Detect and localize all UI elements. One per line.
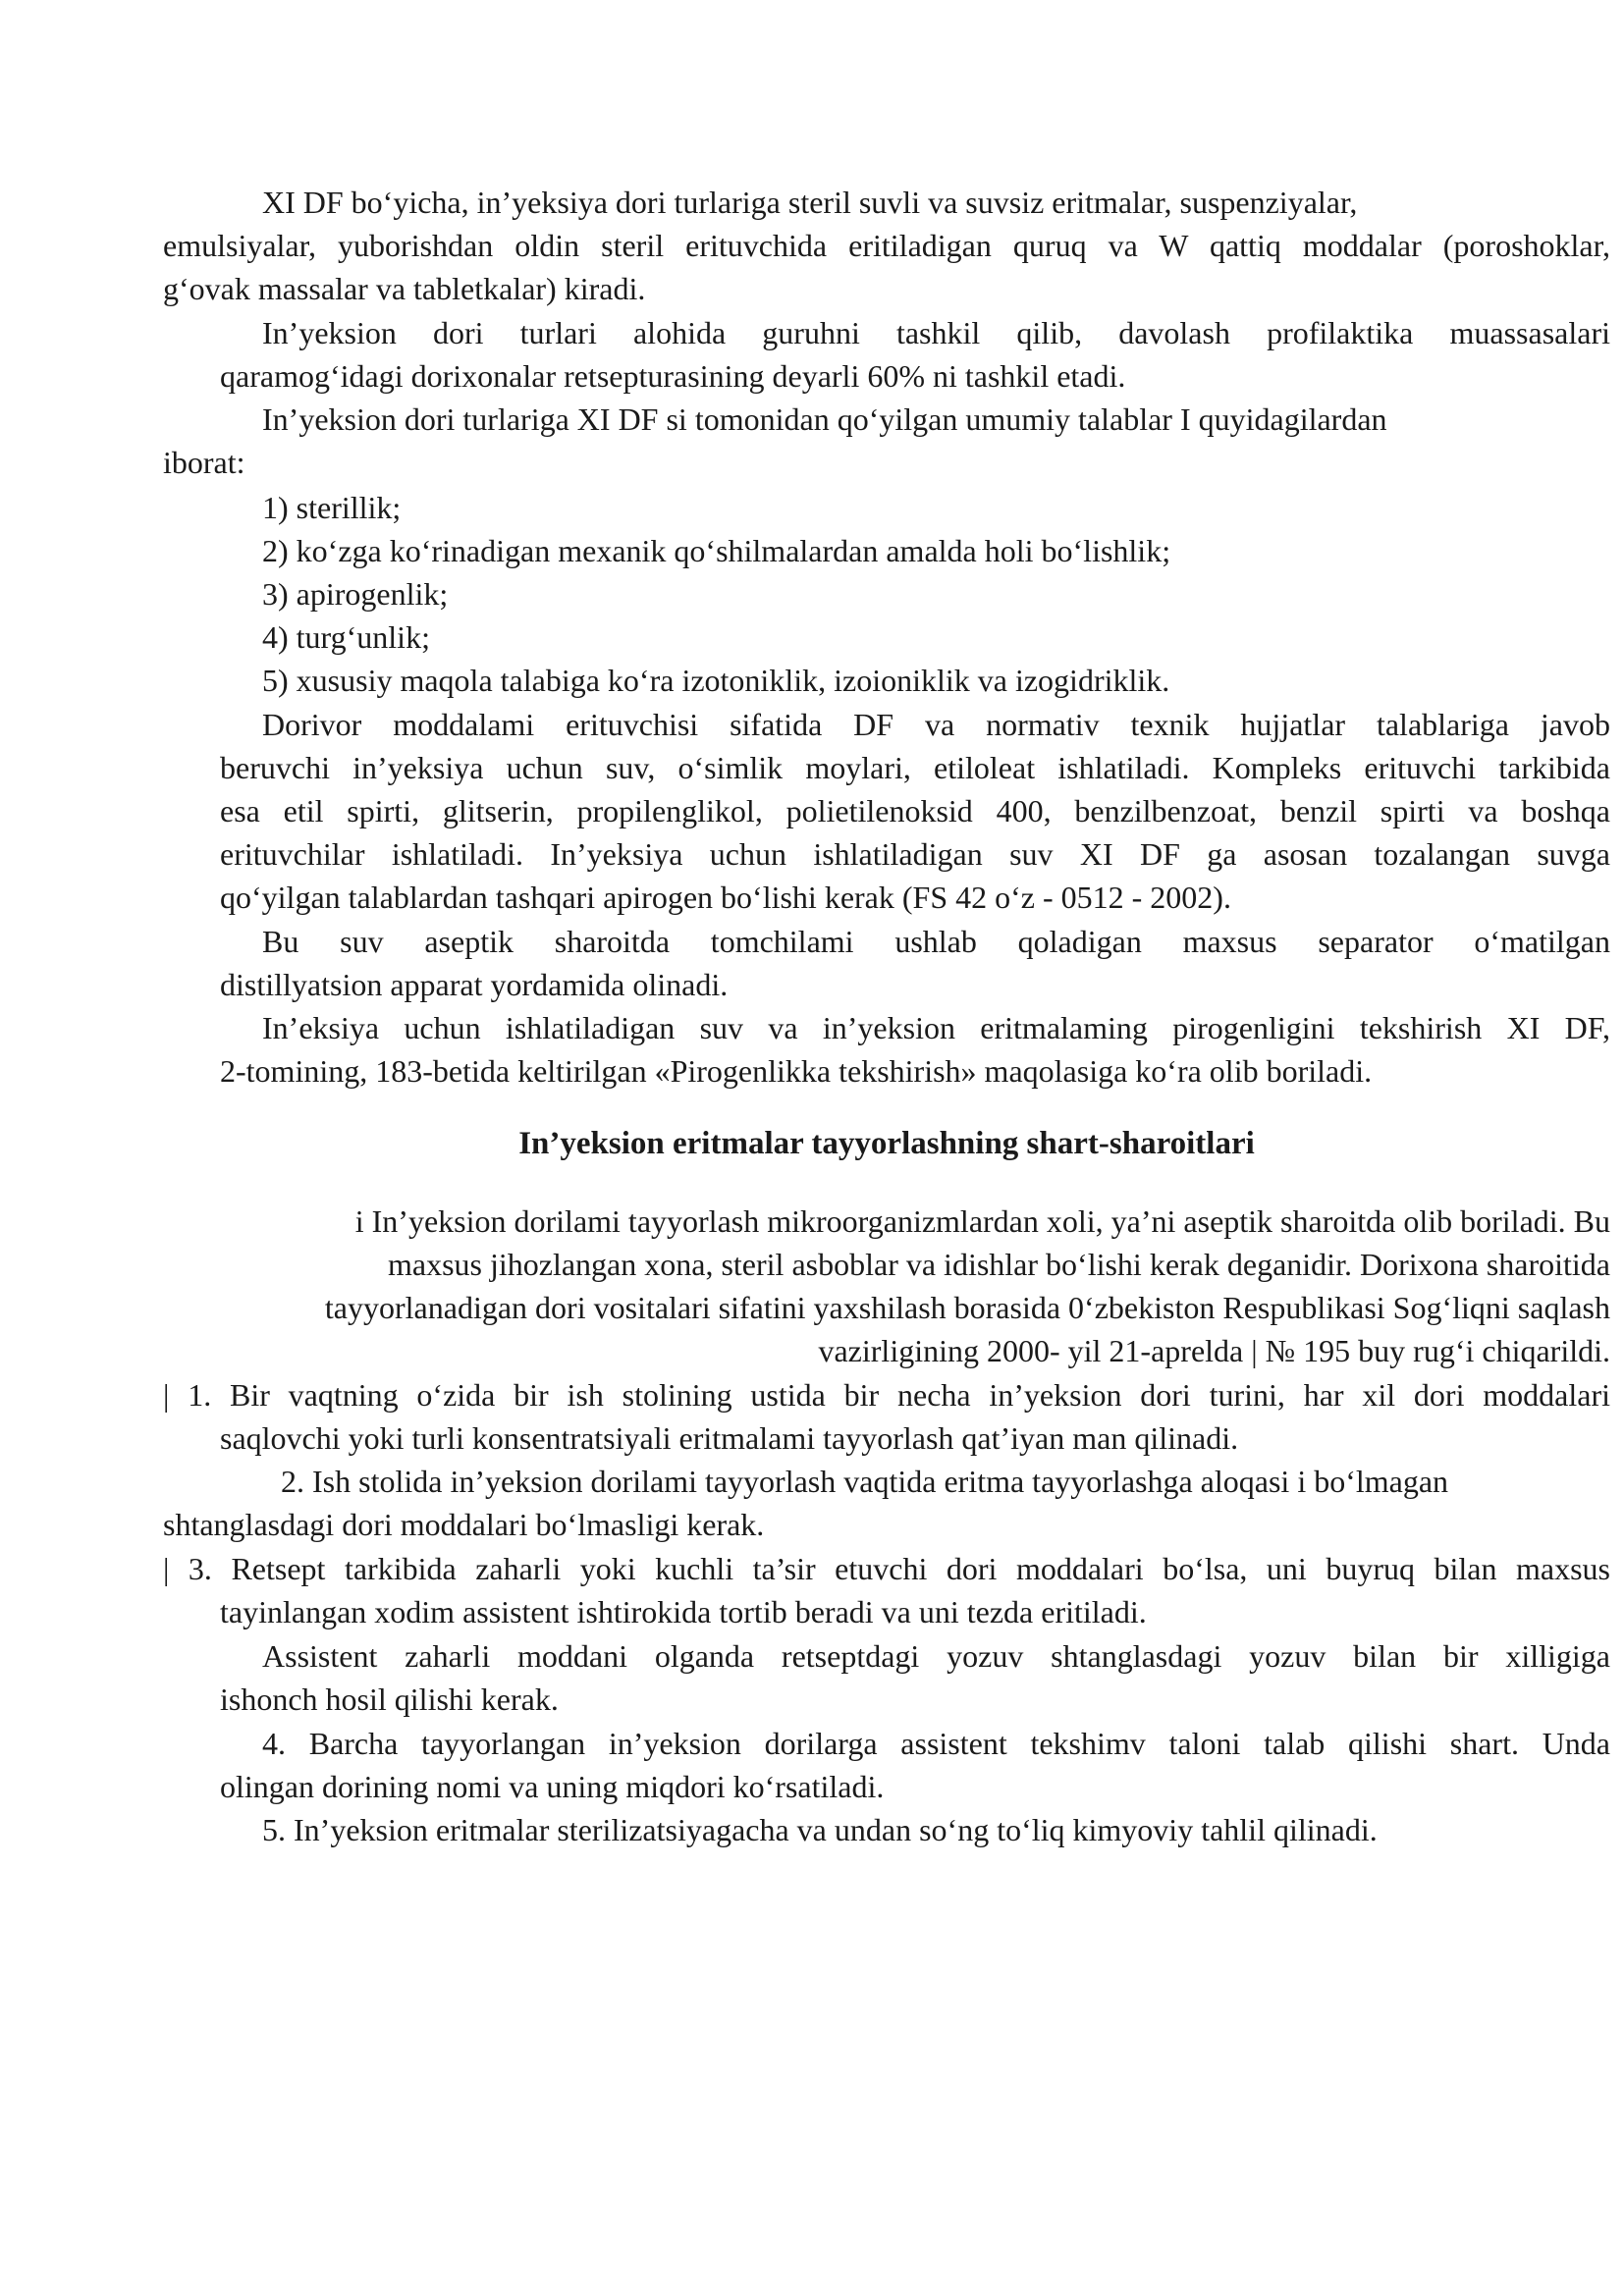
section-heading: In’yeksion eritmalar tayyorlashning shart-sharoitlari bbox=[518, 1126, 1255, 1161]
text-line: saqlovchi yoki turli konsentratsiyali eritmalami tayyorlash qat’iyan man qilinadi. bbox=[220, 1420, 1239, 1456]
list-item: 1) sterillik; bbox=[262, 490, 402, 525]
text-line: | 1. Bir vaqtning o‘zida bir ish stolining ustida bir necha in’yeksion dori turini, har xil dori moddalari bbox=[163, 1377, 1610, 1413]
text-line: 4. Barcha tayyorlangan in’yeksion dorilarga assistent tekshimv taloni talab qilishi shart. Unda bbox=[262, 1726, 1610, 1761]
text-line: i In’yeksion dorilami tayyorlash mikroorganizmlardan xoli, ya’ni aseptik sharoitda olib boriladi. Bu bbox=[354, 1203, 1610, 1239]
text-line: tayinlangan xodim assistent ishtirokida tortib beradi va uni tezda eritiladi. bbox=[220, 1594, 1147, 1629]
text-line: 2. Ish stolida in’yeksion dorilami tayyorlash vaqtida eritma tayyorlashga aloqasi i bo‘lmagan bbox=[281, 1464, 1449, 1499]
text-line: tayyorlanadigan dori vositalari sifatini yaxshilash borasida 0‘zbekiston Respublikasi Sog‘liqni saqlash bbox=[324, 1290, 1610, 1325]
list-item: 3) apirogenlik; bbox=[262, 576, 449, 612]
text-line: iborat: bbox=[163, 445, 245, 480]
text-line: g‘ovak massalar va tabletkalar) kiradi. bbox=[163, 271, 646, 306]
text-line: In’eksiya uchun ishlatiladigan suv va in’yeksion eritmalaming pirogenligini tekshirish XI DF, bbox=[262, 1010, 1610, 1045]
text-line: | 3. Retsept tarkibida zaharli yoki kuchli ta’sir etuvchi dori moddalari bo‘lsa, uni buyruq bilan maxsus bbox=[163, 1551, 1610, 1586]
text-line: qaramog‘idagi dorixonalar retsepturasining deyarli 60% ni tashkil etadi. bbox=[220, 358, 1126, 394]
text-line: qo‘yilgan talablardan tashqari apirogen bo‘lishi kerak (FS 42 o‘z - 0512 - 2002). bbox=[220, 880, 1231, 915]
text-line: Bu suv aseptik sharoitda tomchilami ushlab qoladigan maxsus separator o‘matilgan bbox=[262, 924, 1610, 959]
text-line: distillyatsion apparat yordamida olinadi. bbox=[220, 967, 729, 1002]
list-item: 5) xususiy maqola talabiga ko‘ra izotoniklik, izoioniklik va izogidriklik. bbox=[262, 663, 1170, 698]
text-line: emulsiyalar, yuborishdan oldin steril erituvchida eritiladigan quruq va W qattiq moddalar (poroshoklar, bbox=[163, 228, 1610, 263]
text-line: shtanglasdagi dori moddalari bo‘lmasligi kerak. bbox=[163, 1507, 765, 1542]
text-line: maxsus jihozlangan xona, steril asboblar va idishlar bo‘lishi kerak deganidir. Dorixona sharoitida bbox=[387, 1247, 1610, 1282]
text-line: beruvchi in’yeksiya uchun suv, o‘simlik moylari, etiloleat ishlatiladi. Kompleks erituvchi tarkibida bbox=[220, 750, 1610, 785]
text-line: Dorivor moddalami erituvchisi sifatida DF va normativ texnik hujjatlar talablariga javob bbox=[262, 707, 1610, 742]
text-line: esa etil spirti, glitserin, propilenglikol, polietilenoksid 400, benzilbenzoat, benzil spirti va boshqa bbox=[220, 793, 1610, 828]
list-item: 2) ko‘zga ko‘rinadigan mexanik qo‘shilmalardan amalda holi bo‘lishlik; bbox=[262, 533, 1171, 568]
text-line: ishonch hosil qilishi kerak. bbox=[220, 1682, 559, 1717]
text-line: olingan dorining nomi va uning miqdori ko‘rsatiladi. bbox=[220, 1769, 885, 1804]
text-line: Assistent zaharli moddani olganda retseptdagi yozuv shtanglasdagi yozuv bilan bir xilligiga bbox=[262, 1638, 1610, 1674]
text-line: vazirligining 2000- yil 21-aprelda | № 195 buy rug‘i chiqarildi. bbox=[818, 1333, 1610, 1368]
text-line: XI DF bo‘yicha, in’yeksiya dori turlariga steril suvli va suvsiz eritmalar, suspenziyalar, bbox=[262, 185, 1358, 220]
text-line: In’yeksion dori turlari alohida guruhni tashkil qilib, davolash profilaktika muassasalari bbox=[262, 315, 1610, 350]
text-line: erituvchilar ishlatiladi. In’yeksiya uchun ishlatiladigan suv XI DF ga asosan tozalangan suvga bbox=[220, 836, 1610, 872]
list-item: 4) turg‘unlik; bbox=[262, 619, 430, 655]
text-line: In’yeksion dori turlariga XI DF si tomonidan qo‘yilgan umumiy talablar I quyidagilardan bbox=[262, 401, 1387, 437]
text-line: 5. In’yeksion eritmalar sterilizatsiyagacha va undan so‘ng to‘liq kimyoviy tahlil qilinadi. bbox=[262, 1812, 1378, 1847]
text-line: 2-tomining, 183-betida keltirilgan «Pirogenlikka tekshirish» maqolasiga ko‘ra olib boriladi. bbox=[220, 1053, 1373, 1089]
